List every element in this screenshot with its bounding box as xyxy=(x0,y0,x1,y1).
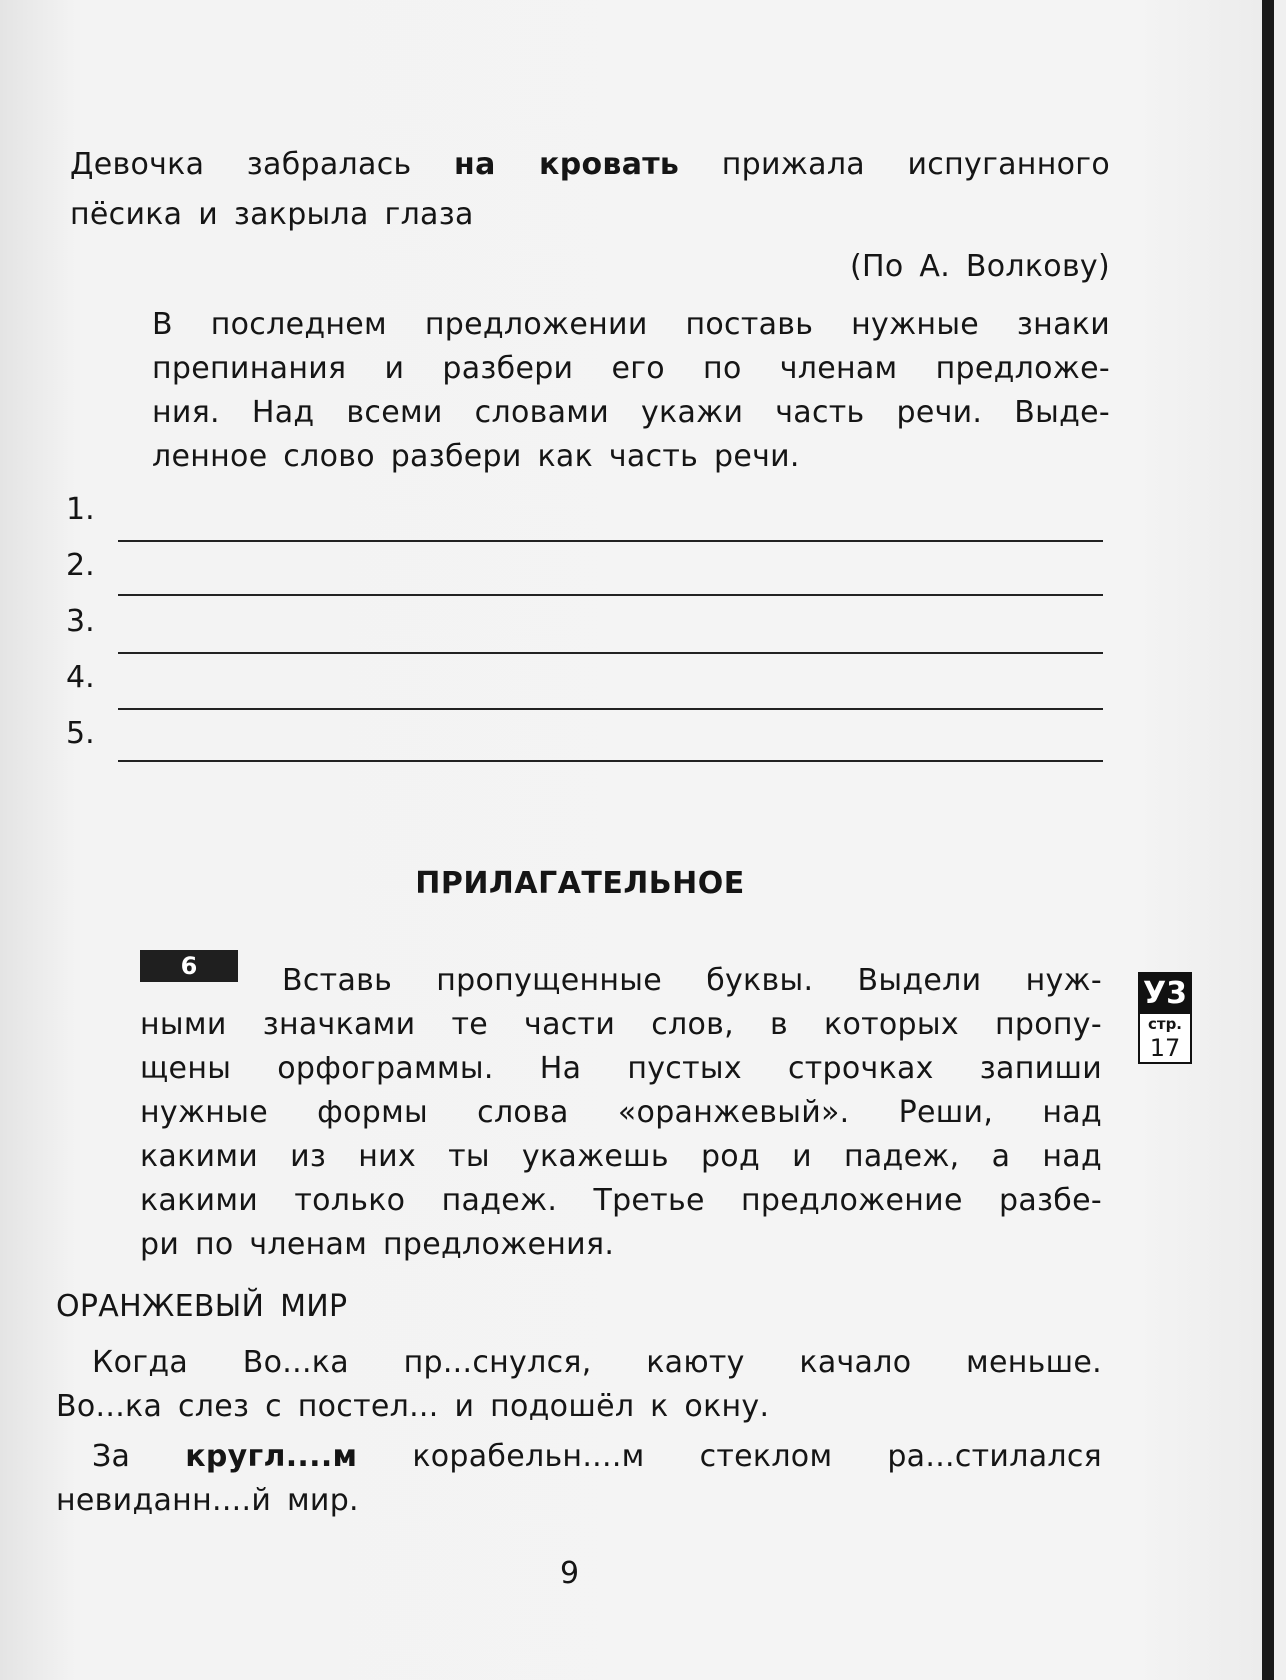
answer-line[interactable] xyxy=(118,540,1103,542)
badge-page-number: 17 xyxy=(1149,1034,1181,1062)
badge-page-label: стр. xyxy=(1147,1015,1183,1033)
instruction-line: ленное слово разбери как часть речи. xyxy=(152,439,800,474)
task-line: Вставь пропущенные буквы. Выдели нуж- xyxy=(282,963,1102,998)
task-line: какими только падеж. Третье предложение разбе- xyxy=(140,1183,1102,1218)
task-line: какими из них ты укажешь род и падеж, а над xyxy=(140,1139,1102,1174)
task-line: ри по членам предложения. xyxy=(140,1227,615,1262)
excerpt-line-1 xyxy=(70,142,1110,188)
badge-code: У3 xyxy=(1140,974,1190,1014)
page-edge xyxy=(1262,0,1274,1680)
answer-number: 2. xyxy=(66,548,95,583)
page-number: 9 xyxy=(560,1556,580,1591)
answer-number: 5. xyxy=(66,716,95,751)
answer-line[interactable] xyxy=(118,594,1103,596)
answer-number: 4. xyxy=(66,660,95,695)
scan-margin xyxy=(1274,0,1286,1680)
excerpt-line-2: пёсика и закрыла глаза xyxy=(70,197,474,232)
task-number: 6 xyxy=(140,950,238,982)
instruction-line: препинания и разбери его по членам предложе- xyxy=(152,351,1110,386)
section-title: ПРИЛАГАТЕЛЬНОЕ xyxy=(415,866,745,901)
task-line: ными значками те части слов, в которых пропу- xyxy=(140,1007,1102,1042)
answer-number: 1. xyxy=(66,492,95,527)
task-line: нужные формы слова «оранжевый». Реши, над xyxy=(140,1095,1102,1130)
answer-line[interactable] xyxy=(118,652,1103,654)
story-title: ОРАНЖЕВЫЙ МИР xyxy=(56,1289,348,1324)
answer-number: 3. xyxy=(66,604,95,639)
story-line: невиданн....й мир. xyxy=(56,1483,359,1518)
text: Девочка забралась xyxy=(70,147,412,182)
text: За xyxy=(92,1439,131,1474)
bold-word: кругл....м xyxy=(185,1439,358,1474)
text: прижала испуганного xyxy=(721,147,1111,182)
text: корабельн....м стеклом ра...стилался xyxy=(412,1439,1103,1474)
answer-line[interactable] xyxy=(118,760,1103,762)
instruction-line: ния. Над всеми словами укажи часть речи. Выде- xyxy=(152,395,1110,430)
answer-line[interactable] xyxy=(118,708,1103,710)
story-line: Во...ка слез с постел... и подошёл к окну. xyxy=(56,1389,770,1424)
task-line: щены орфограммы. На пустых строчках запиши xyxy=(140,1051,1102,1086)
story-line: Когда Во...ка пр...снулся, каюту качало меньше. xyxy=(92,1345,1102,1380)
bold-phrase: на кровать xyxy=(454,147,680,182)
story-line xyxy=(92,1434,1102,1480)
excerpt-source: (По А. Волкову) xyxy=(850,249,1110,284)
reference-badge xyxy=(1138,972,1192,1064)
instruction-line: В последнем предложении поставь нужные знаки xyxy=(152,307,1110,342)
